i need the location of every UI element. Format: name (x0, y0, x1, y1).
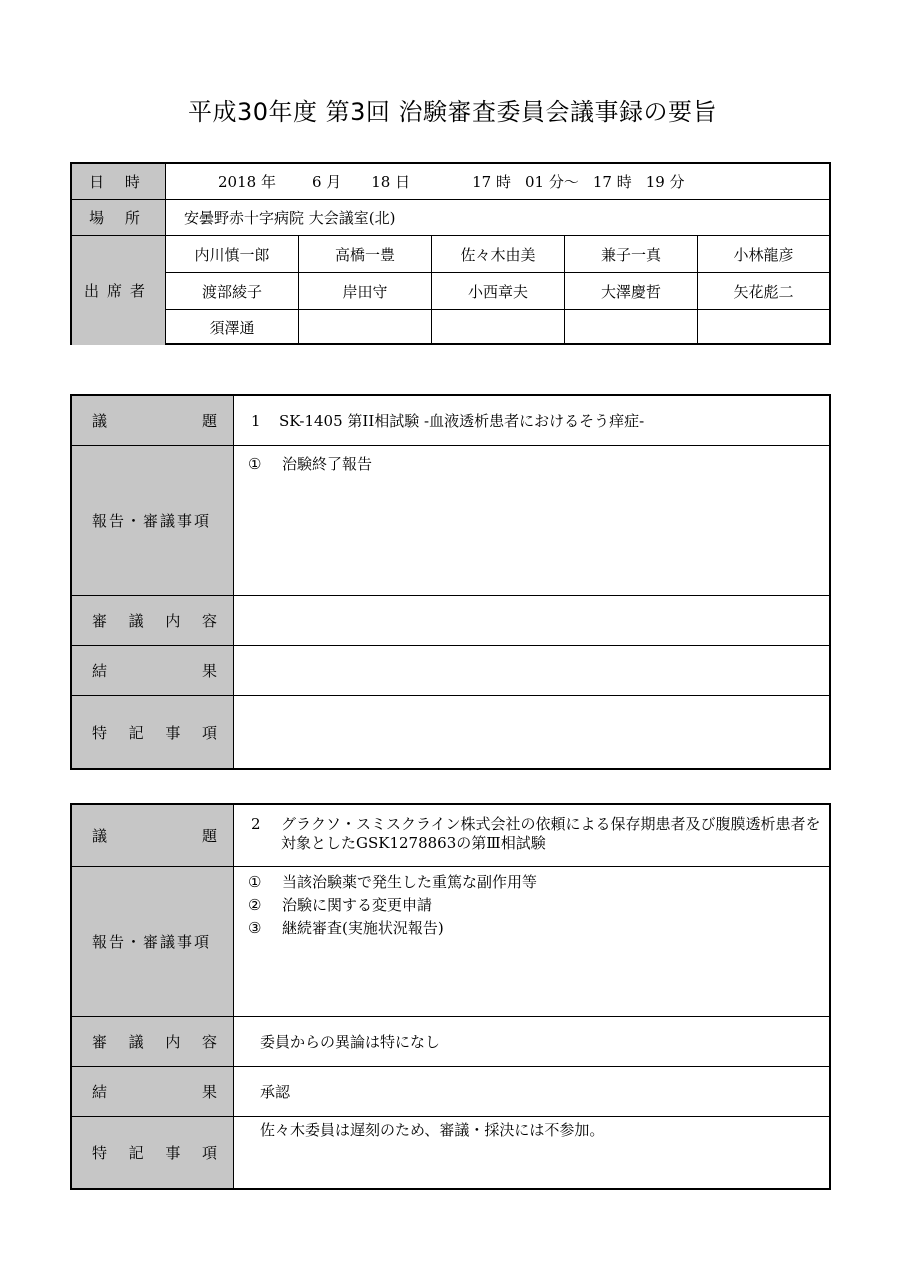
attendee-cell: 兼子一真 (565, 236, 698, 273)
notes-value: 佐々木委員は遅刻のため、審議・採決には不参加。 (260, 1121, 605, 1139)
date-day: 18 日 (371, 173, 411, 191)
attendee-cell: 小林龍彦 (698, 236, 829, 273)
report-item-text: 継続審査(実施状況報告) (282, 919, 444, 937)
result-label (72, 646, 234, 696)
meeting-info-table (70, 162, 831, 345)
start-minute: 01 分～ (524, 173, 579, 191)
date-label: 日 時 (72, 164, 166, 200)
report-item-number: ① (248, 872, 262, 891)
report-label: 報告・審議事項 (72, 446, 234, 596)
subject-number: 1 (251, 411, 261, 430)
subject-label-text: 議 題 (92, 827, 217, 845)
report-item (248, 452, 829, 475)
report-item (248, 893, 829, 916)
report-item-text: 治験終了報告 (282, 455, 373, 473)
start-hour: 17 時 (472, 173, 511, 191)
subject-label-text: 議 題 (92, 412, 217, 430)
notes-label-text: 特 記 事 項 (92, 1144, 217, 1162)
deliberation-label (72, 596, 234, 646)
date-month: 6 月 (311, 173, 342, 191)
agenda-table-2 (70, 803, 831, 1190)
report-item-number: ③ (248, 918, 262, 937)
place-label: 場 所 (72, 200, 166, 236)
attendee-cell: 内川慎一郎 (166, 236, 299, 273)
attendee-cell: 須澤通 (166, 310, 299, 345)
report-item-number: ① (248, 454, 262, 473)
result-label (72, 1067, 234, 1117)
date-value (166, 164, 829, 200)
subject-value (234, 396, 829, 446)
attendee-cell: 岸田守 (299, 273, 432, 310)
attendee-cell (299, 310, 432, 345)
place-value: 安曇野赤十字病院 大会議室(北) (166, 200, 829, 236)
end-hour: 17 時 (592, 173, 632, 191)
attendee-cell: 小西章夫 (432, 273, 565, 310)
result-label-text: 結 果 (92, 662, 217, 680)
report-label: 報告・審議事項 (72, 867, 234, 1017)
report-items (234, 867, 829, 1017)
notes-label-text: 特 記 事 項 (92, 723, 217, 742)
notes-label (72, 696, 234, 768)
attendee-cell: 矢花彪二 (698, 273, 829, 310)
attendees-label: 出席者 (72, 236, 166, 345)
attendee-cell (432, 310, 565, 345)
subject-label (72, 805, 234, 867)
deliberation-label (72, 1017, 234, 1067)
date-year: 2018 年 (218, 173, 276, 191)
deliberation-value: 委員からの異論は特になし (234, 1017, 829, 1067)
subject-label (72, 396, 234, 446)
deliberation-value (234, 596, 829, 646)
report-item (248, 870, 829, 893)
attendee-cell: 高橋一豊 (299, 236, 432, 273)
subject-line: 対象としたGSK1278863の第Ⅲ相試験 (281, 834, 546, 852)
attendee-cell (698, 310, 829, 345)
subject-text (281, 815, 821, 853)
attendee-cell: 大澤慶哲 (565, 273, 698, 310)
result-value: 承認 (234, 1067, 829, 1117)
report-item-text: 当該治験薬で発生した重篤な副作用等 (282, 873, 538, 891)
end-minute: 19 分 (645, 173, 685, 191)
subject-line: グラクソ・スミスクライン株式会社の依頼による保存期患者及び腹膜透析患者を (281, 815, 821, 833)
report-item-text: 治験に関する変更申請 (282, 896, 433, 914)
subject-number: 2 (251, 815, 261, 833)
report-item-number: ② (248, 895, 262, 914)
subject-text: SK-1405 第II相試験 -血液透析患者におけるそう痒症- (279, 412, 645, 430)
notes-label (72, 1117, 234, 1188)
agenda-table-1 (70, 394, 831, 770)
page-title: 平成30年度 第3回 治験審査委員会議事録の要旨 (187, 98, 718, 126)
attendee-cell (565, 310, 698, 345)
subject-value (234, 805, 829, 867)
result-value (234, 646, 829, 696)
deliberation-label-text: 審 議 内 容 (92, 1033, 217, 1051)
deliberation-label-text: 審 議 内 容 (92, 612, 217, 630)
report-items (234, 446, 829, 596)
report-item (248, 916, 829, 939)
attendee-cell: 渡部綾子 (166, 273, 299, 310)
attendee-cell: 佐々木由美 (432, 236, 565, 273)
result-label-text: 結 果 (92, 1083, 217, 1101)
notes-value (234, 696, 829, 768)
